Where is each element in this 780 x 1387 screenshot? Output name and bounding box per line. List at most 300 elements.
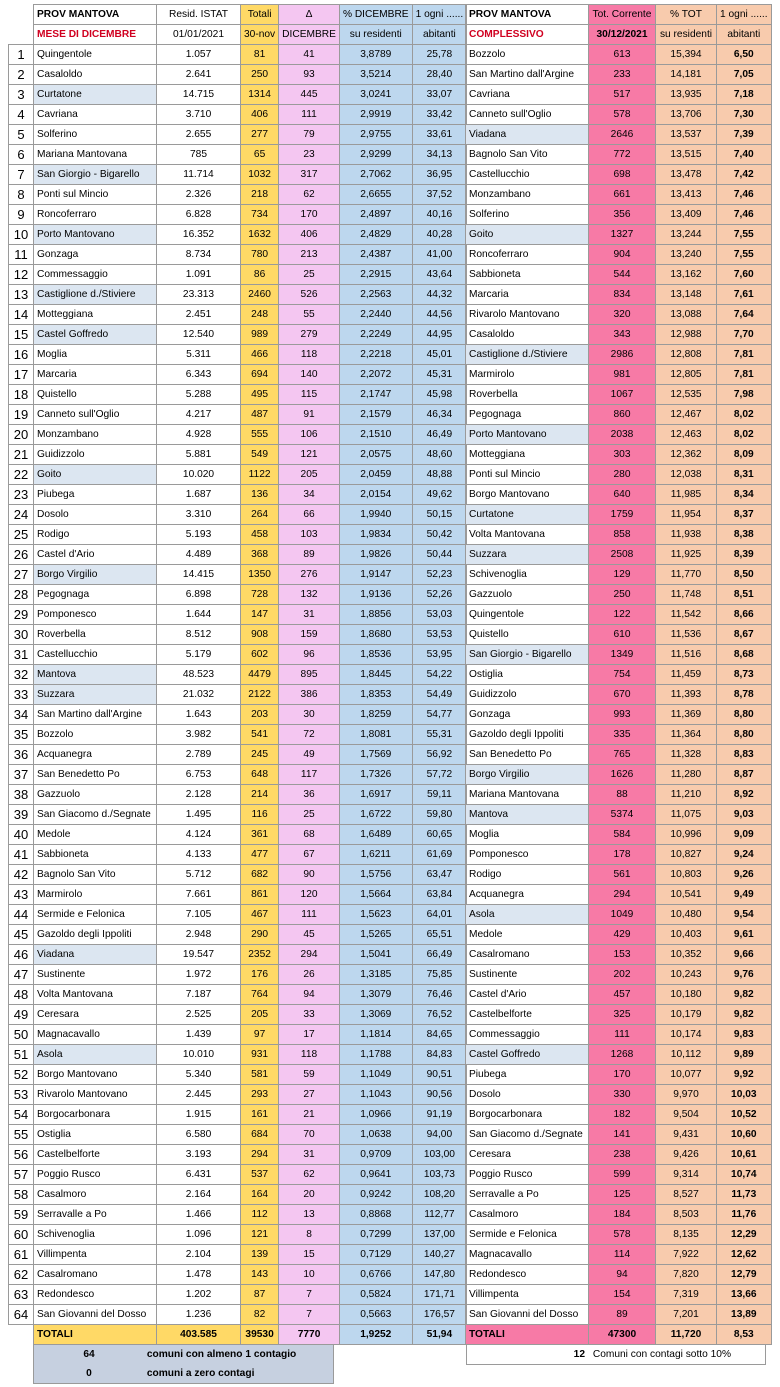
- comune-name[interactable]: Sustinente: [34, 965, 157, 985]
- row-number[interactable]: 37: [9, 765, 34, 785]
- december-delta-cell[interactable]: 111: [279, 905, 340, 925]
- row-number[interactable]: 50: [9, 1025, 34, 1045]
- total-pct-cell[interactable]: 11,280: [656, 765, 717, 785]
- one-every-cell[interactable]: 9,76: [717, 965, 772, 985]
- total-current-cell[interactable]: 429: [589, 925, 656, 945]
- comune-name[interactable]: Dosolo: [34, 505, 157, 525]
- row-number[interactable]: 9: [9, 205, 34, 225]
- comune-name[interactable]: Casaloldo: [466, 325, 589, 345]
- total-pct-cell[interactable]: 10,174: [656, 1025, 717, 1045]
- one-every-cell[interactable]: 8,68: [717, 645, 772, 665]
- total-current-cell[interactable]: 114: [589, 1245, 656, 1265]
- comune-name[interactable]: Roncoferraro: [466, 245, 589, 265]
- row-number[interactable]: 21: [9, 445, 34, 465]
- one-every-cell[interactable]: 8,02: [717, 425, 772, 445]
- one-every-cell[interactable]: 7,05: [717, 65, 772, 85]
- december-delta-cell[interactable]: 41: [279, 45, 340, 65]
- one-every-cell[interactable]: 66,49: [412, 945, 467, 965]
- december-pct-cell[interactable]: 0,7129: [339, 1245, 412, 1265]
- total-30nov-cell[interactable]: 477: [241, 845, 279, 865]
- comune-name[interactable]: Sermide e Felonica: [34, 905, 157, 925]
- total-30nov-cell[interactable]: 466: [241, 345, 279, 365]
- row-number[interactable]: 14: [9, 305, 34, 325]
- total-current-cell[interactable]: 335: [589, 725, 656, 745]
- row-number[interactable]: 5: [9, 125, 34, 145]
- total-30nov-cell[interactable]: 245: [241, 745, 279, 765]
- december-pct-cell[interactable]: 2,2440: [339, 305, 412, 325]
- comune-name[interactable]: Castel Goffredo: [466, 1045, 589, 1065]
- december-pct-cell[interactable]: 1,5041: [339, 945, 412, 965]
- december-delta-cell[interactable]: 317: [279, 165, 340, 185]
- total-current-cell[interactable]: 1067: [589, 385, 656, 405]
- residents-cell[interactable]: 1.643: [157, 705, 241, 725]
- total-current-cell[interactable]: 613: [589, 45, 656, 65]
- row-number[interactable]: 20: [9, 425, 34, 445]
- total-pct-cell[interactable]: 11,938: [656, 525, 717, 545]
- total-current-cell[interactable]: 698: [589, 165, 656, 185]
- total-pct-cell[interactable]: 8,135: [656, 1225, 717, 1245]
- comune-name[interactable]: Marmirolo: [34, 885, 157, 905]
- december-delta-cell[interactable]: 406: [279, 225, 340, 245]
- one-every-cell[interactable]: 8,38: [717, 525, 772, 545]
- comune-name[interactable]: Serravalle a Po: [34, 1205, 157, 1225]
- december-pct-cell[interactable]: 1,5664: [339, 885, 412, 905]
- one-every-cell[interactable]: 9,83: [717, 1025, 772, 1045]
- total-pct-cell[interactable]: 10,352: [656, 945, 717, 965]
- row-number[interactable]: 44: [9, 905, 34, 925]
- total-30nov-cell[interactable]: 931: [241, 1045, 279, 1065]
- december-delta-cell[interactable]: 8: [279, 1225, 340, 1245]
- residents-cell[interactable]: 3.193: [157, 1145, 241, 1165]
- one-every-cell[interactable]: 7,81: [717, 365, 772, 385]
- total-current-cell[interactable]: 125: [589, 1185, 656, 1205]
- one-every-cell[interactable]: 7,40: [717, 145, 772, 165]
- one-every-cell[interactable]: 171,71: [412, 1285, 467, 1305]
- december-pct-cell[interactable]: 1,3185: [339, 965, 412, 985]
- december-delta-cell[interactable]: 49: [279, 745, 340, 765]
- comune-name[interactable]: Mariana Mantovana: [466, 785, 589, 805]
- comune-name[interactable]: Porto Mantovano: [466, 425, 589, 445]
- total-current-cell[interactable]: 5374: [589, 805, 656, 825]
- december-pct-cell[interactable]: 1,8536: [339, 645, 412, 665]
- comune-name[interactable]: Gonzaga: [466, 705, 589, 725]
- december-pct-cell[interactable]: 2,0154: [339, 485, 412, 505]
- row-number[interactable]: 1: [9, 45, 34, 65]
- total-30nov-cell[interactable]: 248: [241, 305, 279, 325]
- december-pct-cell[interactable]: 1,5265: [339, 925, 412, 945]
- comune-name[interactable]: Castellucchio: [34, 645, 157, 665]
- residents-cell[interactable]: 1.057: [157, 45, 241, 65]
- comune-name[interactable]: Ceresara: [34, 1005, 157, 1025]
- comune-name[interactable]: Asola: [34, 1045, 157, 1065]
- one-every-cell[interactable]: 103,73: [412, 1165, 467, 1185]
- december-pct-cell[interactable]: 2,4387: [339, 245, 412, 265]
- residents-cell[interactable]: 6.431: [157, 1165, 241, 1185]
- residents-cell[interactable]: 1.096: [157, 1225, 241, 1245]
- residents-cell[interactable]: 2.104: [157, 1245, 241, 1265]
- one-every-cell[interactable]: 6,50: [717, 45, 772, 65]
- total-30nov-cell[interactable]: 989: [241, 325, 279, 345]
- row-number[interactable]: 39: [9, 805, 34, 825]
- total-pct-cell[interactable]: 9,431: [656, 1125, 717, 1145]
- total-pct-cell[interactable]: 10,243: [656, 965, 717, 985]
- one-every-cell[interactable]: 9,26: [717, 865, 772, 885]
- total-30nov-cell[interactable]: 2460: [241, 285, 279, 305]
- residents-cell[interactable]: 4.217: [157, 405, 241, 425]
- comune-name[interactable]: Ostiglia: [466, 665, 589, 685]
- residents-cell[interactable]: 3.710: [157, 105, 241, 125]
- total-pct-cell[interactable]: 10,480: [656, 905, 717, 925]
- comune-name[interactable]: Castelbelforte: [466, 1005, 589, 1025]
- one-every-cell[interactable]: 65,51: [412, 925, 467, 945]
- december-pct-cell[interactable]: 1,9940: [339, 505, 412, 525]
- total-current-cell[interactable]: 578: [589, 1225, 656, 1245]
- total-30nov-cell[interactable]: 82: [241, 1305, 279, 1325]
- total-current-cell[interactable]: 640: [589, 485, 656, 505]
- total-current-cell[interactable]: 754: [589, 665, 656, 685]
- december-pct-cell[interactable]: 0,9641: [339, 1165, 412, 1185]
- comune-name[interactable]: San Giacomo d./Segnate: [466, 1125, 589, 1145]
- residents-cell[interactable]: 10.020: [157, 465, 241, 485]
- total-pct-cell[interactable]: 13,413: [656, 185, 717, 205]
- one-every-cell[interactable]: 13,89: [717, 1305, 772, 1325]
- row-number[interactable]: 4: [9, 105, 34, 125]
- total-current-cell[interactable]: 184: [589, 1205, 656, 1225]
- total-pct-cell[interactable]: 10,403: [656, 925, 717, 945]
- total-30nov-cell[interactable]: 293: [241, 1085, 279, 1105]
- total-30nov-cell[interactable]: 1032: [241, 165, 279, 185]
- december-pct-cell[interactable]: 1,6917: [339, 785, 412, 805]
- one-every-cell[interactable]: 9,09: [717, 825, 772, 845]
- december-delta-cell[interactable]: 205: [279, 465, 340, 485]
- one-every-cell[interactable]: 10,61: [717, 1145, 772, 1165]
- comune-name[interactable]: Mantova: [466, 805, 589, 825]
- december-delta-cell[interactable]: 120: [279, 885, 340, 905]
- comune-name[interactable]: Ostiglia: [34, 1125, 157, 1145]
- december-pct-cell[interactable]: 3,0241: [339, 85, 412, 105]
- residents-cell[interactable]: 6.828: [157, 205, 241, 225]
- residents-cell[interactable]: 6.580: [157, 1125, 241, 1145]
- total-pct-cell[interactable]: 11,210: [656, 785, 717, 805]
- one-every-cell[interactable]: 8,67: [717, 625, 772, 645]
- december-delta-cell[interactable]: 445: [279, 85, 340, 105]
- total-current-cell[interactable]: 1349: [589, 645, 656, 665]
- residents-cell[interactable]: 1.644: [157, 605, 241, 625]
- total-current-cell[interactable]: 2038: [589, 425, 656, 445]
- total-current-cell[interactable]: 88: [589, 785, 656, 805]
- december-delta-cell[interactable]: 33: [279, 1005, 340, 1025]
- one-every-cell[interactable]: 90,56: [412, 1085, 467, 1105]
- one-every-cell[interactable]: 45,01: [412, 345, 467, 365]
- total-pct-cell[interactable]: 11,985: [656, 485, 717, 505]
- row-number[interactable]: 18: [9, 385, 34, 405]
- residents-cell[interactable]: 2.655: [157, 125, 241, 145]
- total-30nov-cell[interactable]: 406: [241, 105, 279, 125]
- residents-cell[interactable]: 1.972: [157, 965, 241, 985]
- total-pct-cell[interactable]: 13,478: [656, 165, 717, 185]
- total-30nov-cell[interactable]: 264: [241, 505, 279, 525]
- comune-name[interactable]: Rodigo: [466, 865, 589, 885]
- one-every-cell[interactable]: 8,51: [717, 585, 772, 605]
- one-every-cell[interactable]: 60,65: [412, 825, 467, 845]
- december-pct-cell[interactable]: 2,2563: [339, 285, 412, 305]
- comune-name[interactable]: Goito: [34, 465, 157, 485]
- residents-cell[interactable]: 1.687: [157, 485, 241, 505]
- row-number[interactable]: 38: [9, 785, 34, 805]
- residents-cell[interactable]: 14.715: [157, 85, 241, 105]
- one-every-cell[interactable]: 59,11: [412, 785, 467, 805]
- row-number[interactable]: 33: [9, 685, 34, 705]
- total-current-cell[interactable]: 154: [589, 1285, 656, 1305]
- residents-cell[interactable]: 8.734: [157, 245, 241, 265]
- one-every-cell[interactable]: 53,53: [412, 625, 467, 645]
- december-pct-cell[interactable]: 2,1510: [339, 425, 412, 445]
- row-number[interactable]: 2: [9, 65, 34, 85]
- comune-name[interactable]: Curtatone: [34, 85, 157, 105]
- comune-name[interactable]: Borgo Mantovano: [34, 1065, 157, 1085]
- december-pct-cell[interactable]: 2,1747: [339, 385, 412, 405]
- total-30nov-cell[interactable]: 487: [241, 405, 279, 425]
- one-every-cell[interactable]: 53,95: [412, 645, 467, 665]
- total-30nov-cell[interactable]: 121: [241, 1225, 279, 1245]
- total-pct-cell[interactable]: 11,459: [656, 665, 717, 685]
- total-30nov-cell[interactable]: 908: [241, 625, 279, 645]
- residents-cell[interactable]: 1.202: [157, 1285, 241, 1305]
- total-30nov-cell[interactable]: 294: [241, 1145, 279, 1165]
- december-delta-cell[interactable]: 91: [279, 405, 340, 425]
- row-number[interactable]: 60: [9, 1225, 34, 1245]
- residents-cell[interactable]: 11.714: [157, 165, 241, 185]
- one-every-cell[interactable]: 9,54: [717, 905, 772, 925]
- one-every-cell[interactable]: 33,61: [412, 125, 467, 145]
- row-number[interactable]: 11: [9, 245, 34, 265]
- december-pct-cell[interactable]: 1,9826: [339, 545, 412, 565]
- comune-name[interactable]: Pegognaga: [34, 585, 157, 605]
- row-number[interactable]: 15: [9, 325, 34, 345]
- one-every-cell[interactable]: 9,82: [717, 985, 772, 1005]
- residents-cell[interactable]: 1.236: [157, 1305, 241, 1325]
- december-delta-cell[interactable]: 15: [279, 1245, 340, 1265]
- comune-name[interactable]: Bagnolo San Vito: [466, 145, 589, 165]
- row-number[interactable]: 64: [9, 1305, 34, 1325]
- december-delta-cell[interactable]: 118: [279, 1045, 340, 1065]
- total-current-cell[interactable]: 343: [589, 325, 656, 345]
- comune-name[interactable]: Bozzolo: [34, 725, 157, 745]
- comune-name[interactable]: Sermide e Felonica: [466, 1225, 589, 1245]
- comune-name[interactable]: Sabbioneta: [466, 265, 589, 285]
- december-pct-cell[interactable]: 1,7569: [339, 745, 412, 765]
- one-every-cell[interactable]: 52,23: [412, 565, 467, 585]
- december-pct-cell[interactable]: 1,6722: [339, 805, 412, 825]
- one-every-cell[interactable]: 53,03: [412, 605, 467, 625]
- total-30nov-cell[interactable]: 147: [241, 605, 279, 625]
- december-delta-cell[interactable]: 31: [279, 1145, 340, 1165]
- one-every-cell[interactable]: 8,83: [717, 745, 772, 765]
- one-every-cell[interactable]: 103,00: [412, 1145, 467, 1165]
- december-delta-cell[interactable]: 213: [279, 245, 340, 265]
- total-pct-cell[interactable]: 11,536: [656, 625, 717, 645]
- comune-name[interactable]: Poggio Rusco: [466, 1165, 589, 1185]
- total-pct-cell[interactable]: 9,970: [656, 1085, 717, 1105]
- one-every-cell[interactable]: 9,92: [717, 1065, 772, 1085]
- residents-cell[interactable]: 5.193: [157, 525, 241, 545]
- total-current-cell[interactable]: 772: [589, 145, 656, 165]
- comune-name[interactable]: San Martino dall'Argine: [34, 705, 157, 725]
- residents-cell[interactable]: 8.512: [157, 625, 241, 645]
- one-every-cell[interactable]: 176,57: [412, 1305, 467, 1325]
- december-delta-cell[interactable]: 59: [279, 1065, 340, 1085]
- comune-name[interactable]: San Giorgio - Bigarello: [34, 165, 157, 185]
- one-every-cell[interactable]: 44,95: [412, 325, 467, 345]
- total-pct-cell[interactable]: 13,148: [656, 285, 717, 305]
- december-pct-cell[interactable]: 1,1788: [339, 1045, 412, 1065]
- total-current-cell[interactable]: 584: [589, 825, 656, 845]
- one-every-cell[interactable]: 8,37: [717, 505, 772, 525]
- residents-cell[interactable]: 10.010: [157, 1045, 241, 1065]
- one-every-cell[interactable]: 52,26: [412, 585, 467, 605]
- total-pct-cell[interactable]: 13,162: [656, 265, 717, 285]
- residents-cell[interactable]: 4.133: [157, 845, 241, 865]
- december-delta-cell[interactable]: 67: [279, 845, 340, 865]
- residents-cell[interactable]: 19.547: [157, 945, 241, 965]
- total-current-cell[interactable]: 457: [589, 985, 656, 1005]
- total-pct-cell[interactable]: 10,112: [656, 1045, 717, 1065]
- comune-name[interactable]: Rodigo: [34, 525, 157, 545]
- total-30nov-cell[interactable]: 1350: [241, 565, 279, 585]
- total-current-cell[interactable]: 2646: [589, 125, 656, 145]
- comune-name[interactable]: Porto Mantovano: [34, 225, 157, 245]
- row-number[interactable]: 46: [9, 945, 34, 965]
- comune-name[interactable]: Acquanegra: [34, 745, 157, 765]
- comune-name[interactable]: Motteggiana: [466, 445, 589, 465]
- one-every-cell[interactable]: 37,52: [412, 185, 467, 205]
- residents-cell[interactable]: 2.445: [157, 1085, 241, 1105]
- december-delta-cell[interactable]: 106: [279, 425, 340, 445]
- total-30nov-cell[interactable]: 65: [241, 145, 279, 165]
- one-every-cell[interactable]: 8,09: [717, 445, 772, 465]
- total-current-cell[interactable]: 170: [589, 1065, 656, 1085]
- total-current-cell[interactable]: 904: [589, 245, 656, 265]
- row-number[interactable]: 59: [9, 1205, 34, 1225]
- comune-name[interactable]: San Giovanni del Dosso: [34, 1305, 157, 1325]
- row-number[interactable]: 30: [9, 625, 34, 645]
- comune-name[interactable]: San Benedetto Po: [34, 765, 157, 785]
- total-pct-cell[interactable]: 15,394: [656, 45, 717, 65]
- total-pct-cell[interactable]: 11,954: [656, 505, 717, 525]
- december-pct-cell[interactable]: 1,3079: [339, 985, 412, 1005]
- december-delta-cell[interactable]: 96: [279, 645, 340, 665]
- december-pct-cell[interactable]: 1,1043: [339, 1085, 412, 1105]
- total-30nov-cell[interactable]: 541: [241, 725, 279, 745]
- december-pct-cell[interactable]: 3,5214: [339, 65, 412, 85]
- comune-name[interactable]: Casalmoro: [34, 1185, 157, 1205]
- residents-cell[interactable]: 12.540: [157, 325, 241, 345]
- december-delta-cell[interactable]: 115: [279, 385, 340, 405]
- total-pct-cell[interactable]: 14,181: [656, 65, 717, 85]
- december-pct-cell[interactable]: 2,2072: [339, 365, 412, 385]
- one-every-cell[interactable]: 54,49: [412, 685, 467, 705]
- total-30nov-cell[interactable]: 728: [241, 585, 279, 605]
- total-current-cell[interactable]: 1268: [589, 1045, 656, 1065]
- comune-name[interactable]: Solferino: [34, 125, 157, 145]
- row-number[interactable]: 25: [9, 525, 34, 545]
- one-every-cell[interactable]: 137,00: [412, 1225, 467, 1245]
- one-every-cell[interactable]: 9,82: [717, 1005, 772, 1025]
- row-number[interactable]: 51: [9, 1045, 34, 1065]
- total-pct-cell[interactable]: 11,925: [656, 545, 717, 565]
- total-current-cell[interactable]: 280: [589, 465, 656, 485]
- total-current-cell[interactable]: 765: [589, 745, 656, 765]
- total-pct-cell[interactable]: 10,077: [656, 1065, 717, 1085]
- residents-cell[interactable]: 4.928: [157, 425, 241, 445]
- total-30nov-cell[interactable]: 368: [241, 545, 279, 565]
- december-delta-cell[interactable]: 23: [279, 145, 340, 165]
- one-every-cell[interactable]: 9,24: [717, 845, 772, 865]
- comune-name[interactable]: Casaloldo: [34, 65, 157, 85]
- december-delta-cell[interactable]: 294: [279, 945, 340, 965]
- december-pct-cell[interactable]: 2,1579: [339, 405, 412, 425]
- december-pct-cell[interactable]: 1,9147: [339, 565, 412, 585]
- total-pct-cell[interactable]: 9,504: [656, 1105, 717, 1125]
- one-every-cell[interactable]: 9,61: [717, 925, 772, 945]
- december-pct-cell[interactable]: 0,9709: [339, 1145, 412, 1165]
- comune-name[interactable]: Poggio Rusco: [34, 1165, 157, 1185]
- comune-name[interactable]: Curtatone: [466, 505, 589, 525]
- row-number[interactable]: 29: [9, 605, 34, 625]
- comune-name[interactable]: Quingentole: [34, 45, 157, 65]
- row-number[interactable]: 17: [9, 365, 34, 385]
- total-30nov-cell[interactable]: 764: [241, 985, 279, 1005]
- comune-name[interactable]: Borgo Virgilio: [34, 565, 157, 585]
- residents-cell[interactable]: 6.898: [157, 585, 241, 605]
- total-30nov-cell[interactable]: 1122: [241, 465, 279, 485]
- total-current-cell[interactable]: 578: [589, 105, 656, 125]
- december-pct-cell[interactable]: 1,8445: [339, 665, 412, 685]
- december-delta-cell[interactable]: 121: [279, 445, 340, 465]
- total-30nov-cell[interactable]: 218: [241, 185, 279, 205]
- residents-cell[interactable]: 1.091: [157, 265, 241, 285]
- one-every-cell[interactable]: 7,55: [717, 245, 772, 265]
- total-30nov-cell[interactable]: 1632: [241, 225, 279, 245]
- residents-cell[interactable]: 1.478: [157, 1265, 241, 1285]
- december-pct-cell[interactable]: 1,8856: [339, 605, 412, 625]
- comune-name[interactable]: San Martino dall'Argine: [466, 65, 589, 85]
- total-pct-cell[interactable]: 12,038: [656, 465, 717, 485]
- total-current-cell[interactable]: 993: [589, 705, 656, 725]
- row-number[interactable]: 34: [9, 705, 34, 725]
- row-number[interactable]: 57: [9, 1165, 34, 1185]
- comune-name[interactable]: Castellucchio: [466, 165, 589, 185]
- residents-cell[interactable]: 3.982: [157, 725, 241, 745]
- comune-name[interactable]: Castel d'Ario: [34, 545, 157, 565]
- december-pct-cell[interactable]: 1,0638: [339, 1125, 412, 1145]
- total-current-cell[interactable]: 610: [589, 625, 656, 645]
- total-current-cell[interactable]: 981: [589, 365, 656, 385]
- one-every-cell[interactable]: 9,49: [717, 885, 772, 905]
- total-current-cell[interactable]: 294: [589, 885, 656, 905]
- total-current-cell[interactable]: 860: [589, 405, 656, 425]
- one-every-cell[interactable]: 8,80: [717, 725, 772, 745]
- comune-name[interactable]: Gazzuolo: [466, 585, 589, 605]
- comune-name[interactable]: Commessaggio: [34, 265, 157, 285]
- total-30nov-cell[interactable]: 734: [241, 205, 279, 225]
- one-every-cell[interactable]: 7,46: [717, 185, 772, 205]
- comune-name[interactable]: Schivenoglia: [466, 565, 589, 585]
- comune-name[interactable]: Acquanegra: [466, 885, 589, 905]
- total-current-cell[interactable]: 129: [589, 565, 656, 585]
- one-every-cell[interactable]: 13,66: [717, 1285, 772, 1305]
- comune-name[interactable]: Volta Mantovana: [466, 525, 589, 545]
